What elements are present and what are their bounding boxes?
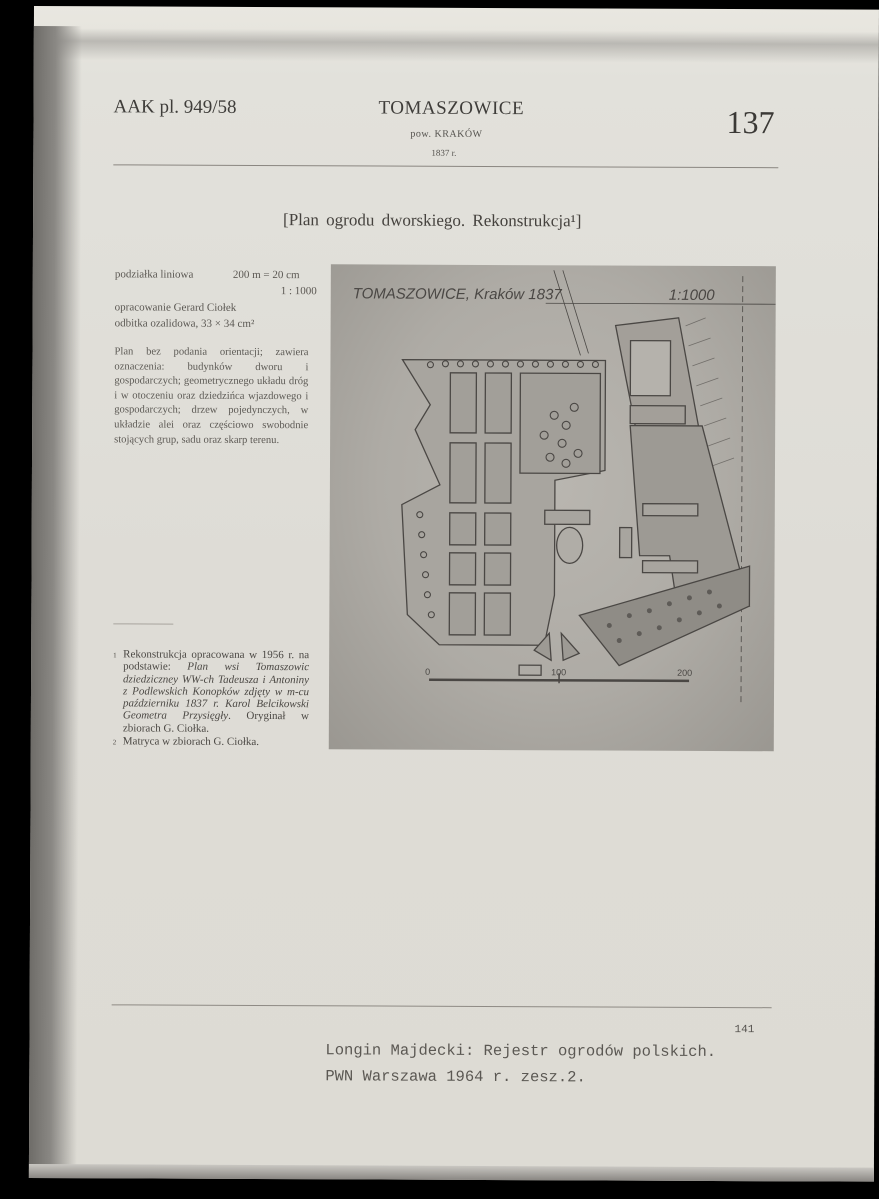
scanned-page xyxy=(29,6,879,1182)
district: pow. KRAKÓW xyxy=(410,128,483,140)
scan-shadow-top xyxy=(34,28,879,64)
print-info: odbitka ozalidowa, 33 × 34 cm² xyxy=(114,317,255,330)
footnote-rule xyxy=(113,623,173,624)
plan-year: 1837 r. xyxy=(431,147,457,158)
handwritten-title: TOMASZOWICE, Kraków 1837 xyxy=(352,285,562,304)
plan-heading: [Plan ogrodu dworskiego. Rekonstrukcja¹] xyxy=(283,210,582,231)
page-number: 141 xyxy=(734,1024,755,1037)
footnote-marker: 2 xyxy=(112,738,117,747)
author: opracowanie Gerard Ciołek xyxy=(114,301,237,314)
handwritten-scale: 1:1000 xyxy=(668,286,715,304)
citation-line-2: PWN Warszawa 1964 r. zesz.2. xyxy=(325,1067,586,1087)
scale-bar-100: 100 xyxy=(551,667,567,678)
footnote-text: Matryca w zbiorach G. Ciołka. xyxy=(122,735,260,748)
scan-shadow-left xyxy=(29,26,82,1176)
place-name: TOMASZOWICE xyxy=(378,97,525,120)
footnote-marker: 1 xyxy=(113,651,117,660)
scan-edge-bottom xyxy=(29,1164,874,1182)
footnote-1 xyxy=(113,648,309,735)
scale-bar-200: 200 xyxy=(677,667,693,678)
footnote-source-title: Plan wsi Tomaszowic dziedziczney WW-ch Tadeusza i Antoniny z Podlewskich Konopków zdjęty w m-cu październiku 1837 r. Karol Belcikowski Geometra Przysięgły xyxy=(122,660,310,723)
plan-description: Plan bez podania orientacji; zawiera oznaczenia: budynków dworu i gospodarczych; geometrycznego układu dróg i w otoczeniu oraz dziedzińca wjazdowego i gospodarczych; drzew pojedynczych, w układzie alei oraz częściowo swobodnie stojących grup, sadu oraz skarp terenu. xyxy=(114,346,309,446)
scale-label: podziałka liniowa xyxy=(114,268,194,281)
scale-value: 200 m = 20 cm xyxy=(232,268,300,282)
entry-number: 137 xyxy=(726,104,775,141)
citation-line-1: Longin Majdecki: Rejestr ogrodów polskich. xyxy=(325,1041,717,1061)
footnote-2 xyxy=(113,735,309,748)
catalog-reference: AAK pl. 949/58 xyxy=(113,96,237,118)
garden-plan-image xyxy=(329,264,776,751)
scale-bar-0: 0 xyxy=(425,666,431,677)
header-rule xyxy=(113,164,778,168)
footnote-text: Rekonstrukcja opracowana w 1956 r. na podstawie: xyxy=(123,648,310,673)
footer-rule xyxy=(112,1004,772,1008)
garden-plan-drawing xyxy=(329,264,776,751)
footnote-text-after: . Oryginał w zbiorach G. Ciołka. xyxy=(122,710,309,735)
scale-ratio: 1 : 1000 xyxy=(280,285,317,298)
